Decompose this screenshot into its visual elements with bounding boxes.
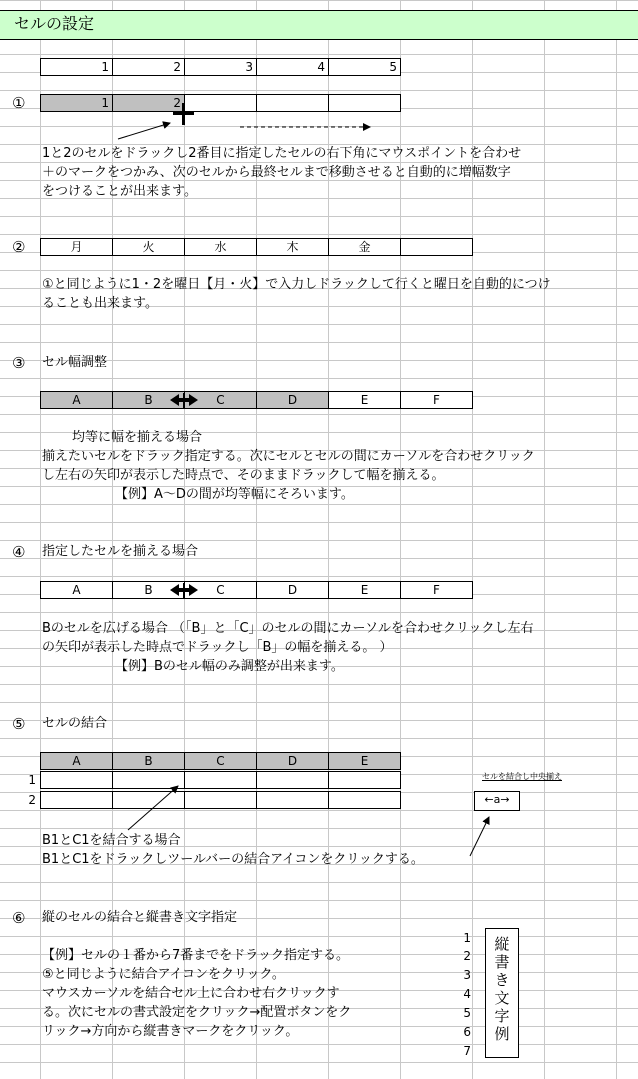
pointer-arrow-icon	[470, 817, 489, 856]
cell-b1[interactable]	[112, 771, 185, 789]
vertical-char-1: 縦	[494, 935, 510, 953]
number-cell-4[interactable]: 4	[256, 58, 329, 76]
vrow-number-7: 7	[463, 1044, 471, 1058]
weekday-cell-fri[interactable]: 金	[328, 238, 401, 256]
col-header-a[interactable]: A	[40, 391, 113, 409]
sec6-text-line-5: リック→方向から縦書きマークをクリック。	[42, 1024, 299, 1039]
sec3-example: 【例】A～Dの間が均等幅にそろいます。	[115, 487, 354, 502]
sec3-text-line-2: し左右の矢印が表示した時点で、そのままドラックして幅を揃える。	[42, 468, 445, 483]
weekday-cell-wed[interactable]: 水	[184, 238, 257, 256]
section-marker-3: ③	[12, 354, 26, 372]
vertical-char-5: 字	[494, 1007, 510, 1025]
col-cell-c[interactable]: C	[184, 581, 257, 599]
fill-cell-2[interactable]: 2	[112, 94, 185, 112]
section-marker-1: ①	[12, 94, 26, 112]
cell-e1[interactable]	[328, 771, 401, 789]
col-header-e[interactable]: E	[328, 391, 401, 409]
vrow-number-3: 3	[463, 968, 471, 982]
sec4-example: 【例】Bのセル幅のみ調整が出来ます。	[115, 659, 344, 674]
vertical-merged-cell[interactable]	[485, 928, 519, 1058]
page-title: セルの設定	[14, 14, 95, 33]
section-marker-2: ②	[12, 238, 26, 256]
sec4-text-line-2: の矢印が表示した時点でドラックし「B」の幅を揃える。 ）	[42, 640, 393, 655]
fill-cell-5[interactable]	[328, 94, 401, 112]
col-header-f[interactable]: F	[400, 391, 473, 409]
cell-a2[interactable]	[40, 791, 113, 809]
section-marker-4: ④	[12, 543, 26, 561]
sec6-text-line-1: 【例】セルの１番から7番までをドラック指定する。	[42, 948, 350, 963]
cell-a1[interactable]	[40, 771, 113, 789]
sec6-heading: 縦のセルの結合と縦書き文字指定	[42, 910, 238, 925]
sec1-text-line-1: 1と2のセルをドラックし2番目に指定したセルの右下角にマウスポイントを合わせ	[42, 146, 522, 161]
col-cell-f[interactable]: F	[400, 581, 473, 599]
sec1-text-line-2: ＋のマークをつかみ、次のセルから最終セルまで移動させると自動的に増幅数字	[42, 165, 511, 180]
sec2-text-line-1: ①と同じように1・2を曜日【月・火】で入力しドラックして行くと曜日を自動的につけ	[42, 277, 551, 292]
col-header-c[interactable]: C	[184, 391, 257, 409]
number-cell-3[interactable]: 3	[184, 58, 257, 76]
vrow-number-1: 1	[463, 931, 471, 945]
vrow-number-4: 4	[463, 987, 471, 1001]
sec4-text-line-1: Bのセルを広げる場合 （「B」と「C」のセルの間にカーソルを合わせクリックし左右	[42, 621, 534, 636]
merge-tool-label: セルを結合し中央揃え	[482, 772, 562, 781]
pointer-arrow-icon	[118, 123, 170, 139]
sec3-heading: セル幅調整	[42, 355, 108, 370]
cell-b2[interactable]	[112, 791, 185, 809]
merge-col-e[interactable]: E	[328, 752, 401, 770]
weekday-cell-tue[interactable]: 火	[112, 238, 185, 256]
sec6-text-line-3: マウスカーソルを結合セル上に合わせ右クリックす	[42, 986, 340, 1001]
sec3-subheading: 均等に幅を揃える場合	[72, 430, 203, 445]
cell-c2[interactable]	[184, 791, 257, 809]
section-marker-5: ⑤	[12, 715, 26, 733]
merge-col-c[interactable]: C	[184, 752, 257, 770]
sec4-heading: 指定したセルを揃える場合	[42, 544, 199, 559]
col-cell-b[interactable]: B	[112, 581, 185, 599]
col-header-d[interactable]: D	[256, 391, 329, 409]
sec1-text-line-3: をつけることが出来ます。	[42, 184, 197, 199]
number-cell-1[interactable]: 1	[40, 58, 113, 76]
fill-cell-4[interactable]	[256, 94, 329, 112]
sec3-text-line-1: 揃えたいセルをドラック指定する。次にセルとセルの間にカーソルを合わせクリック	[42, 449, 535, 464]
vrow-number-5: 5	[463, 1006, 471, 1020]
fill-cell-3[interactable]	[184, 94, 257, 112]
merge-col-a[interactable]: A	[40, 752, 113, 770]
merge-col-b[interactable]: B	[112, 752, 185, 770]
sec5-text-line-1: B1とC1を結合する場合	[42, 833, 181, 848]
cell-d2[interactable]	[256, 791, 329, 809]
sec6-text-line-4: る。次にセルの書式設定をクリック→配置ボタンをク	[42, 1005, 352, 1020]
vrow-number-6: 6	[463, 1025, 471, 1039]
weekday-cell-mon[interactable]: 月	[40, 238, 113, 256]
vertical-char-4: 文	[494, 989, 510, 1007]
number-cell-2[interactable]: 2	[112, 58, 185, 76]
weekday-cell-thu[interactable]: 木	[256, 238, 329, 256]
weekday-cell-empty[interactable]	[400, 238, 473, 256]
row-header-1: 1	[28, 773, 36, 787]
cell-c1[interactable]	[184, 771, 257, 789]
col-cell-a[interactable]: A	[40, 581, 113, 599]
vertical-char-2: 書	[494, 953, 510, 971]
vrow-number-2: 2	[463, 949, 471, 963]
col-cell-d[interactable]: D	[256, 581, 329, 599]
col-cell-e[interactable]: E	[328, 581, 401, 599]
sec2-text-line-2: ることも出来ます。	[42, 296, 158, 311]
col-header-b[interactable]: B	[112, 391, 185, 409]
number-cell-5[interactable]: 5	[328, 58, 401, 76]
vertical-char-3: き	[494, 971, 510, 989]
sec6-text-line-2: ⑤と同じように結合アイコンをクリック。	[42, 967, 285, 982]
title-bar	[0, 10, 638, 40]
sec5-heading: セルの結合	[42, 716, 108, 731]
vertical-char-6: 例	[494, 1025, 510, 1043]
section-marker-6: ⑥	[12, 909, 26, 927]
cell-e2[interactable]	[328, 791, 401, 809]
sec5-text-line-2: B1とC1をドラックしツールバーの結合アイコンをクリックする。	[42, 852, 424, 867]
merge-center-icon[interactable]: ←a→	[474, 791, 520, 811]
fill-cell-1[interactable]: 1	[40, 94, 113, 112]
row-header-2: 2	[28, 793, 36, 807]
merge-col-d[interactable]: D	[256, 752, 329, 770]
cell-d1[interactable]	[256, 771, 329, 789]
